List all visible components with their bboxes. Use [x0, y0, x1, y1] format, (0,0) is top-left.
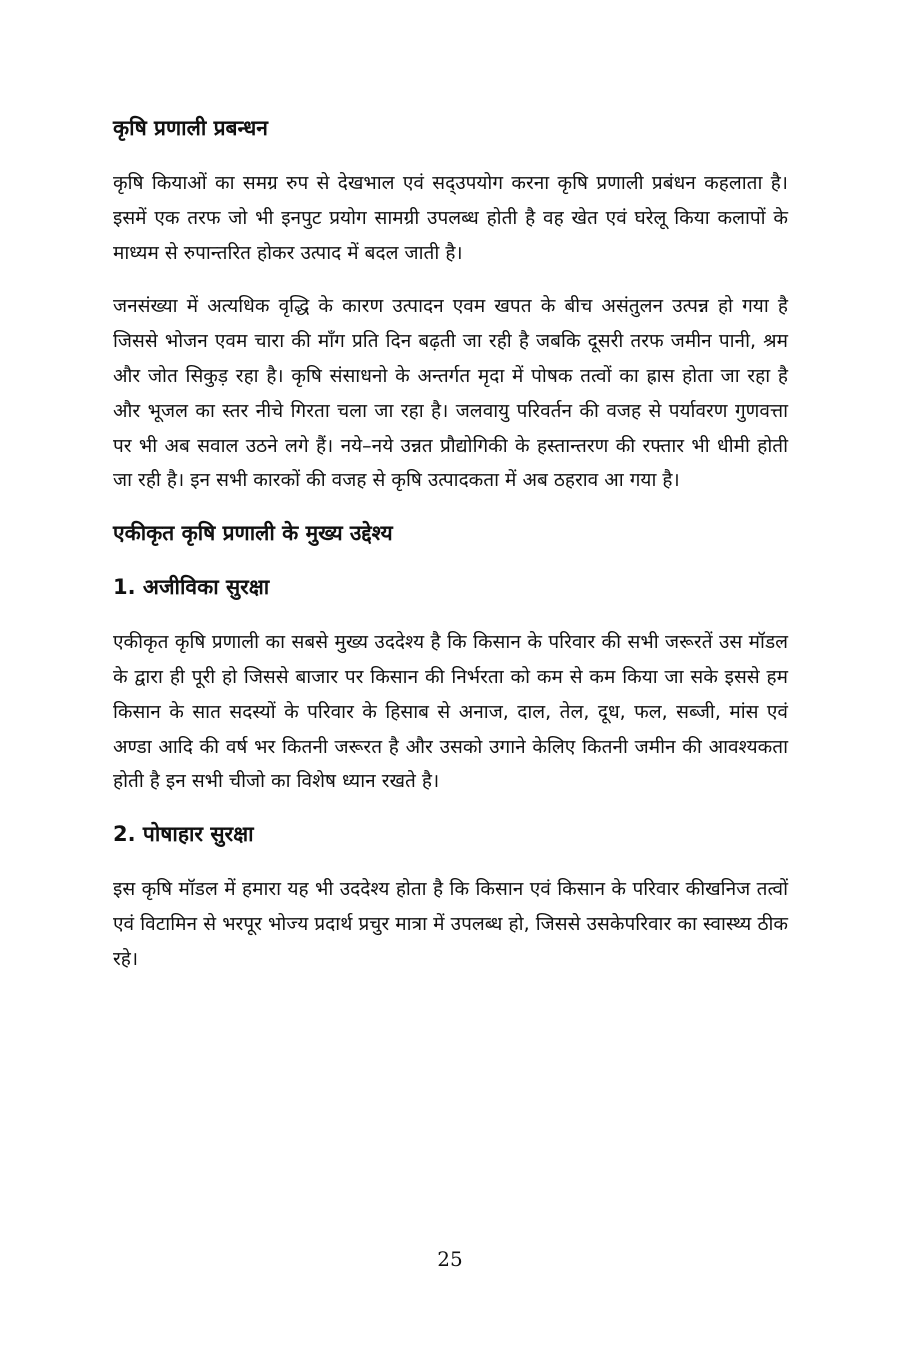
- section-heading-farm-management: कृषि प्रणाली प्रबन्धन: [113, 116, 268, 140]
- page-number: 25: [437, 1247, 463, 1271]
- paragraph-livelihood-security: एकीकृत कृषि प्रणाली का सबसे मुख्य उददेश्य है कि किसान के परिवार की सभी जरूरतें उस मॉडल के द्वारा ही पूरी हो जिससे बाजार पर किसान की निर्भरता को कम से कम किया जा सके इससे हम किसान के सात सदस्यों के परिवार के हिसाब से अनाज, दाल, तेल, दूध, फल, सब्जी, मांस एवं अण्डा आदि की वर्ष भर कितनी जरूरत है और उसको उगाने केलिए कितनी जमीन की आवश्यकता होती है इन सभी चीजो का विशेष ध्यान रखते है।: [113, 631, 788, 793]
- subheading-nutrition-security: 2. पोषाहार सुरक्षा: [113, 822, 254, 847]
- paragraph-nutrition-security: इस कृषि मॉडल में हमारा यह भी उददेश्य होता है कि किसान एवं किसान के परिवार कीखनिज तत्वों एवं विटामिन से भरपूर भोज्य प्रदार्थ प्रचुर मात्रा में उपलब्ध हो, जिससे उसकेपरिवार का स्वास्थ्य ठीक रहे।: [113, 878, 788, 970]
- paragraph-population-imbalance: जनसंख्या में अत्यधिक वृद्धि के कारण उत्पादन एवम खपत के बीच असंतुलन उत्पन्न हो गया है जिससे भोजन एवम चारा की माँग प्रति दिन बढ़ती जा रही है जबकि दूसरी तरफ जमीन पानी, श्रम और जोत सिकुड़ रहा है। कृषि संसाधनो के अन्तर्गत मृदा में पोषक तत्वों का ह्रास होता जा रहा है और भूजल का स्तर नीचे गिरता चला जा रहा है। जलवायु परिवर्तन की वजह से पर्यावरण गुणवत्ता पर भी अब सवाल उठने लगे हैं। नये–नये उन्नत प्रौद्योगिकी के हस्तान्तरण की रफ्तार भी धीमी होती जा रही है। इन सभी कारकों की वजह से कृषि उत्पादकता में अब ठहराव आ गया है।: [113, 295, 788, 492]
- document-page: [113, 112, 788, 996]
- subheading-livelihood-security: 1. अजीविका सुरक्षा: [113, 575, 270, 600]
- paragraph-farm-management-definition: कृषि कियाओं का समग्र रुप से देखभाल एवं सद्उपयोग करना कृषि प्रणाली प्रबंधन कहलाता है। इसमें एक तरफ जो भी इनपुट प्रयोग सामग्री उपलब्ध होती है वह खेत एवं घरेलू किया कलापों के माध्यम से रुपान्तरित होकर उत्पाद में बदल जाती है।: [113, 172, 788, 264]
- section-heading-integrated-objectives: एकीकृत कृषि प्रणाली के मुख्य उद्देश्य: [113, 521, 393, 546]
